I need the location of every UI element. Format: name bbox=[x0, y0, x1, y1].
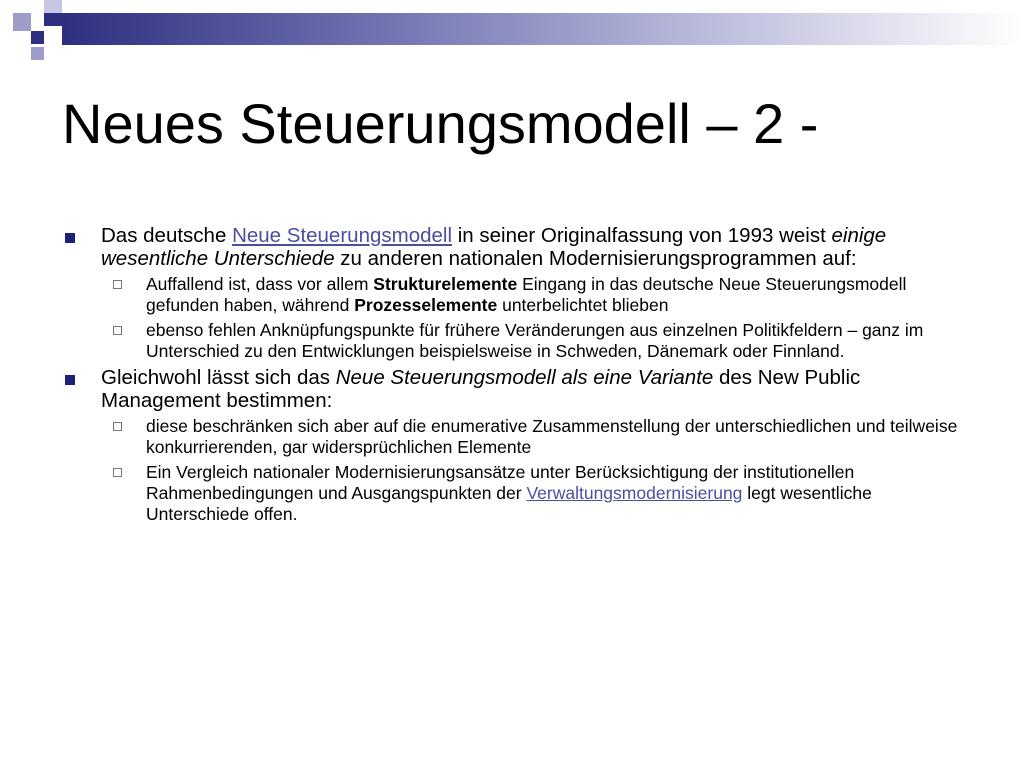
hollow-square-bullet-icon bbox=[113, 280, 122, 289]
sub-bullet-text: legt wesentliche Unterschiede offen. bbox=[146, 483, 872, 524]
hollow-square-bullet-icon bbox=[113, 326, 122, 335]
bullet-text: Das deutsche bbox=[101, 224, 233, 247]
bullet-text: des New Public Management bestimmen: bbox=[101, 366, 861, 412]
bullet-text: in seiner Originalfassung von 1993 weist bbox=[452, 224, 832, 247]
decor-square bbox=[31, 0, 44, 13]
slide-content bbox=[62, 224, 962, 527]
sub-bullet-text: ebenso fehlen Anknüpfungspunkte für frühere Veränderungen aus einzelnen Politikfeldern – ganz im Unterschied zu den Entwicklungen beispielsweise in Schweden, Dänemark oder Finnland. bbox=[146, 320, 924, 361]
sub-bullet-item bbox=[62, 416, 962, 458]
sub-bullet-item bbox=[62, 462, 962, 525]
emphasis-text: Neue Steuerungsmodell als eine Variante bbox=[335, 366, 714, 389]
square-bullet-icon bbox=[65, 375, 75, 385]
link-verwaltungsmodernisierung[interactable]: Verwaltungsmodernisierung bbox=[526, 483, 743, 503]
decor-square bbox=[0, 0, 13, 13]
decor-square bbox=[44, 13, 62, 26]
sub-bullet-text: unterbelichtet blieben bbox=[497, 295, 669, 315]
decor-square bbox=[13, 31, 31, 44]
bold-text: Prozesselemente bbox=[354, 295, 498, 315]
decor-square bbox=[31, 31, 44, 44]
decor-square bbox=[44, 31, 62, 44]
decor-square bbox=[31, 47, 44, 60]
bullet-item bbox=[62, 224, 962, 270]
slide-title: Neues Steuerungsmodell – 2 - bbox=[62, 92, 819, 155]
link-neue-steuerungsmodell[interactable]: Neue Steuerungsmodell bbox=[232, 224, 453, 247]
sub-bullet-item bbox=[62, 274, 962, 316]
bullet-item bbox=[62, 366, 962, 412]
bullet-text: Gleichwohl lässt sich das bbox=[101, 366, 336, 389]
decor-square bbox=[13, 13, 31, 31]
square-bullet-icon bbox=[65, 233, 75, 243]
sub-bullet-text: Eingang in das deutsche Neue Steuerungsmodell gefunden haben, während bbox=[146, 274, 907, 315]
emphasis-text: einige wesentliche Unterschiede bbox=[101, 224, 887, 270]
header-gradient-bar bbox=[62, 13, 1024, 45]
decor-square bbox=[31, 13, 44, 26]
decor-square bbox=[44, 0, 62, 13]
hollow-square-bullet-icon bbox=[113, 422, 122, 431]
hollow-square-bullet-icon bbox=[113, 468, 122, 477]
sub-bullet-text: Ein Vergleich nationaler Modernisierungsansätze unter Berücksichtigung der institutionellen Rahmenbedingungen und Ausgangspunkten der bbox=[146, 462, 855, 503]
sub-bullet-text: diese beschränken sich aber auf die enumerative Zusammenstellung der unterschiedlichen und teilweise konkurrierenden, gar widersprüchlichen Elemente bbox=[146, 416, 958, 457]
header-decoration bbox=[0, 0, 1024, 70]
bold-text: Strukturelemente bbox=[373, 274, 518, 294]
sub-bullet-item bbox=[62, 320, 962, 362]
bullet-text: zu anderen nationalen Modernisierungsprogrammen auf: bbox=[334, 247, 857, 270]
sub-bullet-text: Auffallend ist, dass vor allem bbox=[146, 274, 374, 294]
